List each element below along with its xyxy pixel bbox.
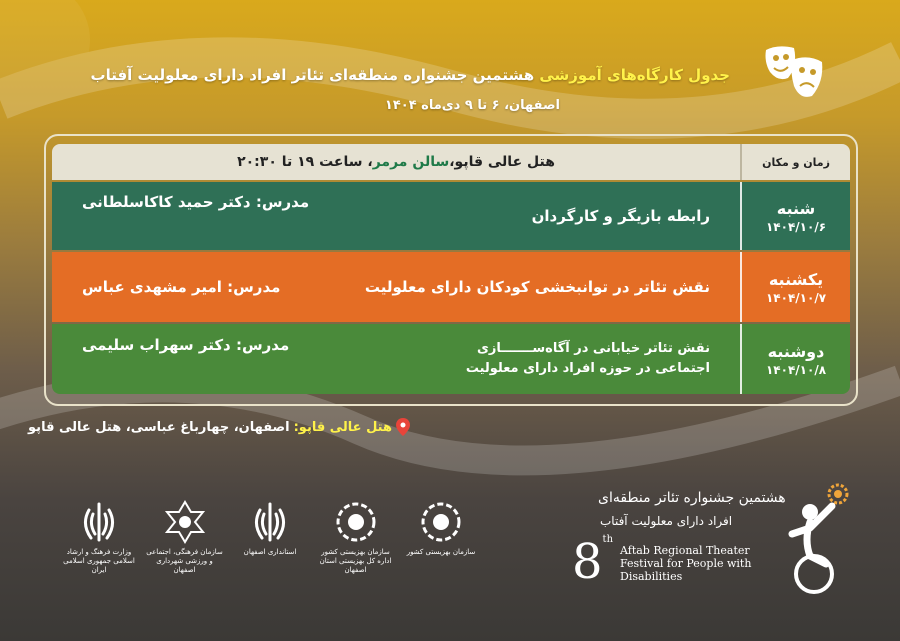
iran-emblem-icon	[248, 500, 292, 544]
festival-en-line2: Festival for People with	[620, 557, 752, 570]
table-row	[52, 252, 850, 322]
workshop-title: نقش تئاتر در توانبخشی کودکان دارای معلولیت	[364, 278, 710, 296]
venue-text	[52, 144, 740, 180]
sponsor-logo	[60, 500, 138, 580]
behzisti-icon	[419, 500, 463, 544]
sponsor-logo	[146, 500, 224, 580]
logo-caption: استانداری اصفهان	[243, 548, 297, 556]
workshop-line1: نقش تئاتر خیابانی در آگاه‌ســـــــازی	[476, 341, 710, 356]
sponsor-logos	[60, 500, 480, 580]
schedule-table	[44, 134, 858, 406]
teacher-name: مدرس: دکتر حمید کاکاسلطانی	[82, 193, 310, 212]
title-accent: جدول کارگاه‌های آموزشی	[539, 66, 730, 84]
sponsor-logo	[231, 500, 309, 580]
header	[60, 42, 840, 122]
sponsor-logo	[317, 500, 395, 580]
table-header-row	[52, 144, 850, 180]
location-line	[28, 418, 410, 436]
logo-caption: سازمان فرهنگی، اجتماعی و ورزشی شهرداری اصفهان	[146, 548, 223, 574]
table-row	[52, 182, 850, 250]
festival-figure-icon	[780, 478, 860, 598]
festival-subtitle-fa: افراد دارای معلولیت آفتاب	[600, 514, 733, 528]
header-label: زمان و مکان	[740, 144, 850, 180]
day-date: ۱۴۰۴/۱۰/۷	[765, 290, 827, 305]
workshop-line2: اجتماعی در حوزه افراد دارای معلولیت	[465, 361, 710, 376]
festival-number-value: 8	[572, 534, 603, 590]
festival-title-en	[620, 544, 751, 583]
theater-masks-icon	[758, 42, 828, 104]
festival-number	[572, 534, 613, 590]
page-title	[91, 66, 730, 84]
location-label: هتل عالی قاپو:	[293, 419, 392, 435]
location-address: اصفهان، چهارباغ عباسی، هتل عالی قاپو	[28, 419, 290, 435]
sponsor-logo	[402, 500, 480, 580]
workshop-title: رابطه بازیگر و کارگردان	[531, 207, 710, 225]
logo-caption: سازمان بهزیستی کشور اداره کل بهزیستی استان اصفهان	[319, 548, 392, 574]
day-cell	[740, 324, 850, 394]
logo-caption: وزارت فرهنگ و ارشاد اسلامی جمهوری اسلامی ایران	[63, 548, 135, 574]
day-cell	[740, 182, 850, 250]
day-name: شنبه	[776, 198, 816, 218]
teacher-name: مدرس: دکتر سهراب سلیمی	[82, 336, 290, 354]
iran-emblem-icon	[77, 500, 121, 544]
content-cell	[52, 252, 740, 322]
festival-en-line1: Aftab Regional Theater	[620, 544, 750, 557]
content-cell	[52, 182, 740, 250]
day-name: یکشنبه	[768, 269, 824, 289]
table-row	[52, 324, 850, 394]
festival-number-sup: th	[602, 534, 614, 545]
behzisti-icon	[334, 500, 378, 544]
page-subtitle: اصفهان، ۶ تا ۹ دی‌ماه ۱۴۰۴	[384, 98, 560, 113]
isfahan-municipality-icon	[163, 500, 207, 544]
venue-hall: سالن مرمر	[372, 154, 450, 170]
teacher-name: مدرس: امیر مشهدی عباس	[82, 278, 281, 296]
festival-en-line3: Disabilities	[620, 570, 683, 583]
festival-title-fa: هشتمین جشنواره تئاتر منطقه‌ای	[598, 490, 786, 506]
day-name: دوشنبه	[767, 341, 825, 361]
day-date: ۱۴۰۴/۱۰/۶	[765, 219, 827, 234]
day-cell	[740, 252, 850, 322]
logo-caption: سازمان بهزیستی کشور	[406, 548, 476, 556]
workshop-title	[466, 339, 710, 379]
day-date: ۱۴۰۴/۱۰/۸	[765, 362, 827, 377]
location-pin-icon	[396, 418, 410, 436]
festival-logo	[570, 478, 860, 608]
venue-part1: هتل عالی قاپو،	[449, 154, 555, 170]
content-cell	[52, 324, 740, 394]
title-rest: هشتمین جشنواره منطقه‌ای تئاتر افراد دارای معلولیت آفتاب	[90, 66, 540, 84]
venue-part2: ، ساعت ۱۹ تا ۲۰:۳۰	[237, 154, 373, 170]
